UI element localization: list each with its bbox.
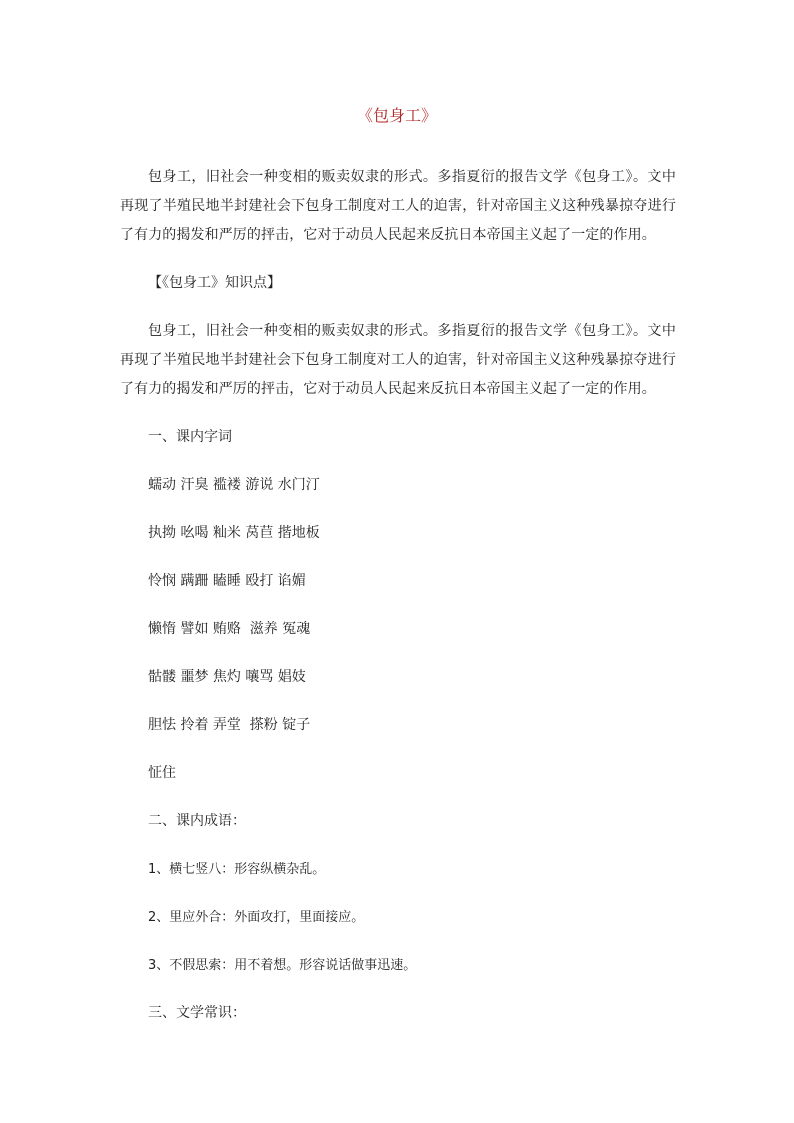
word-line: 怜悯 蹒跚 瞌睡 殴打 谄媚 xyxy=(148,573,306,589)
word-line: 骷髅 噩梦 焦灼 嚷骂 娼妓 xyxy=(148,669,306,685)
section-heading-idioms: 二、课内成语： xyxy=(148,813,246,829)
document-body xyxy=(120,163,676,1047)
word-line: 蠕动 汗臭 褴褛 游说 水门汀 xyxy=(148,477,320,493)
idiom-item: 3、不假思索：用不着想。形容说话做事迅速。 xyxy=(148,958,417,973)
word-line: 懒惰 譬如 贿赂 滋养 冤魂 xyxy=(148,621,311,637)
section-heading-words: 一、课内字词 xyxy=(148,429,232,445)
word-line: 胆怯 拎着 弄堂 搽粉 锭子 xyxy=(148,717,311,733)
section-heading-literature: 三、文学常识： xyxy=(148,1005,246,1021)
repeat-paragraph: 包身工，旧社会一种变相的贩卖奴隶的形式。多指夏衍的报告文学《包身工》。文中再现了半殖民地半封建社会下包身工制度对工人的迫害，针对帝国主义这种残暴掠夺进行了有力的揭发和严厉的抨击，它对于动员人民起来反抗日本帝国主义起了一定的作用。 xyxy=(120,323,676,397)
knowledge-heading: 【《包身工》知识点】 xyxy=(148,275,281,291)
word-line: 执拗 吆喝 籼米 莴苣 揩地板 xyxy=(148,525,320,541)
intro-paragraph: 包身工，旧社会一种变相的贩卖奴隶的形式。多指夏衍的报告文学《包身工》。文中再现了半殖民地半封建社会下包身工制度对工人的迫害，针对帝国主义这种残暴掠夺进行了有力的揭发和严厉的抨击，它对于动员人民起来反抗日本帝国主义起了一定的作用。 xyxy=(120,169,676,243)
document-title: 《包身工》 xyxy=(356,106,437,125)
idiom-item: 2、里应外合：外面攻打，里面接应。 xyxy=(148,910,365,925)
word-line: 怔住 xyxy=(148,765,176,781)
idiom-item: 1、横七竖八：形容纵横杂乱。 xyxy=(148,862,326,877)
